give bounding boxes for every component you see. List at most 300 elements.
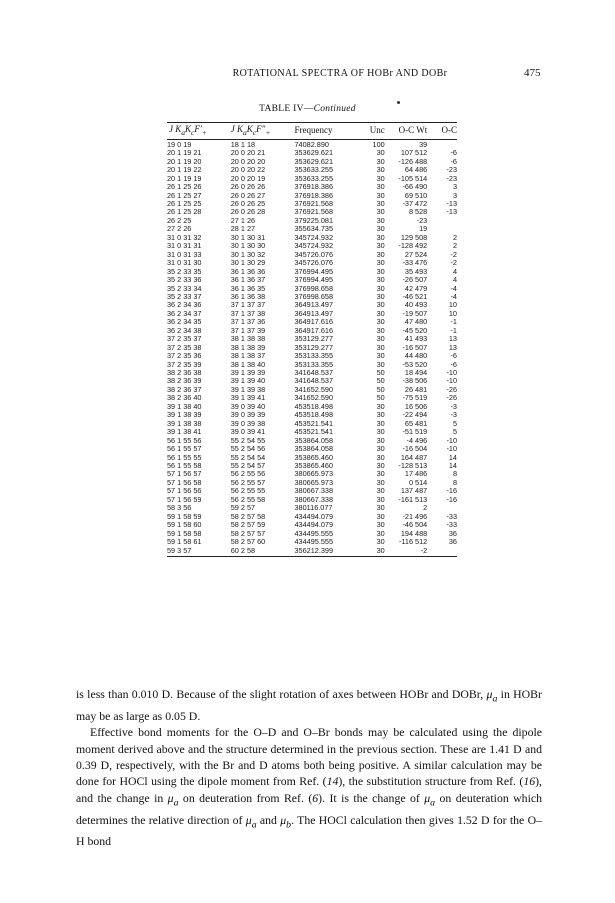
col-frequency: Frequency [294,123,368,140]
table-cell: 30 [376,232,385,242]
table-cell: -116 512 [398,537,428,547]
table-cell: -1 [450,317,457,327]
table-cell: 353865.460 [294,461,334,471]
table-cell: 30 [376,249,385,259]
col-unc: Unc [369,123,385,140]
table-cell: 56 1 55 57 [167,444,202,454]
table-cell: 38 1 38 38 [230,334,266,344]
table-cell: 35 2 33 35 [167,266,202,276]
table-cell: 17 486 [404,469,428,479]
table-cell: 453518.498 [294,401,334,411]
table-cell: 56 1 55 56 [167,435,202,445]
table-cell: 56 1 55 55 [167,452,202,462]
table-cell: -46 521 [402,291,428,301]
table-cell: 30 [376,511,385,521]
table-cell: 30 [376,486,385,496]
table-cell: 341648.537 [294,368,334,378]
table-cell: 26 1 25 28 [167,207,202,217]
table-cell: 37 2 35 39 [167,359,202,369]
p2-text-g: and [256,812,281,827]
table-cell: 353133.355 [294,351,334,361]
running-title: ROTATIONAL SPECTRA OF HOBr AND DOBr [232,68,448,79]
table-cell: 30 1 30 30 [230,241,266,251]
table-cell: 453518.498 [294,410,334,420]
p1-text-a: is less than 0.010 D. Because of the slight rotation of axes between HOBr and DOBr, [76,687,484,701]
table-cell: 380116.077 [294,503,333,513]
table-cell: 353633.255 [294,165,334,175]
table-cell: 39 1 38 40 [167,401,202,411]
table-cell: 30 [376,461,385,471]
table-cell: 39 1 39 39 [230,368,266,378]
table-cell: 30 [376,545,385,555]
table-cell: 20 1 19 21 [167,148,202,158]
table-cell: 30 [376,359,385,369]
table-cell: 3 [452,182,457,192]
table-cell: 107 512 [400,148,428,158]
table-cell: 41 493 [404,334,428,344]
table-cell: -66 490 [402,182,428,192]
table-cell: -4 496 [406,435,428,445]
table-cell: 376918.386 [294,190,334,200]
table-cell: 37 1 37 38 [230,308,266,318]
table-cell: 380667.338 [294,494,334,504]
table-cell: 38 1 38 40 [230,359,266,369]
table-cell: 39 1 38 41 [167,427,202,437]
table-cell: 13 [448,334,457,344]
table-cell: 39 1 38 39 [167,410,202,420]
table-cell: 39 1 39 38 [230,384,266,394]
table-cell: 28 1 27 [230,224,256,234]
table-cell: 37 1 37 37 [230,300,266,310]
table-cell: 55 2 54 56 [230,444,266,454]
table-cell: -1 [450,325,457,335]
table-cell: 341652.590 [294,393,334,403]
table-header-row [167,123,457,140]
table-cell: 364917.616 [294,325,334,335]
table-cell: 14 [448,452,457,462]
table-cell: 5 [452,427,457,437]
stray-dot [397,101,400,104]
table-cell: 38 2 36 40 [167,393,202,403]
table-cell: 40 493 [404,300,428,310]
mu-subscript: a [173,797,179,809]
p2-text-a: Effective bond moments for the O–D and O–Br bonds may be calculated using the dipole moment derived above and the structure determined in the previous section. These are 1.41 D and 0.39 D, respectively, with the Br and D atoms both being positive. A similar calculation may be done for HOCl using the dipole moment from Ref. ( [76,725,542,789]
table-cell: -10 [446,368,457,378]
table-cell: 20 0 20 21 [230,148,266,158]
table-cell: 38 1 38 37 [230,351,266,361]
table-cell: 30 [376,477,385,487]
table-cell: 50 [376,376,385,386]
table-cell: 30 [376,427,385,437]
table-cell: 8 [452,469,457,479]
table-title-label: TABLE IV— [259,104,314,114]
table-cell: -6 [450,359,457,369]
table-cell: 30 [376,300,385,310]
table-cell: -26 [446,393,457,403]
table-cell: 26 2 25 [167,215,192,225]
table-cell: 20 1 19 20 [167,156,202,166]
table-cell: 376998.658 [294,283,334,293]
table-body [167,139,457,556]
table-cell: -46 504 [402,520,428,530]
table-cell: -6 [450,351,457,361]
table-cell: 26 1 25 25 [167,198,202,208]
table-cell: -33 [446,520,457,530]
table-cell: 44 480 [404,351,428,361]
table-cell: 2 [452,232,457,242]
table-cell: 2 [452,241,457,251]
table-cell: 19 [419,224,428,234]
table-cell: 353864.058 [294,444,334,454]
table-cell: 30 [376,241,385,251]
table-cell: 26 1 25 26 [167,182,202,192]
table-cell: 55 2 54 54 [230,452,266,462]
table-title [0,104,615,114]
ref-6: 6 [312,790,319,805]
table-cell: 59 1 58 60 [167,520,202,530]
ref-16: 16 [523,774,536,789]
table-title-italic: Continued [313,104,356,114]
table-cell: 14 [448,461,457,471]
table-cell: 58 2 57 59 [230,520,266,530]
table-cell: 341652.590 [294,384,334,394]
table-cell: 30 [376,148,385,158]
table-cell: 58 2 57 58 [230,511,266,521]
table-cell [427,547,457,557]
table-cell: 353864.058 [294,435,334,445]
table-cell: 35 2 33 36 [167,275,202,285]
table-cell: 356212.399 [294,545,334,555]
body-text [76,686,542,850]
table-cell: 30 [376,182,385,192]
table-cell: 26 0 26 27 [230,190,266,200]
table-cell: 30 [376,165,385,175]
table-cell: 19 0 19 [167,139,192,149]
table-cell: 194 488 [400,528,428,538]
table-cell: 35 2 33 37 [167,291,202,301]
table-cell: 376918.386 [294,182,334,192]
table-cell: 30 [376,190,385,200]
table-cell: 380665.973 [294,469,334,479]
table-cell: 364913.497 [294,300,334,310]
table-cell: -21 496 [402,511,428,521]
table-cell: 30 [376,258,385,268]
table-cell: -3 [450,401,457,411]
table-cell: 129 508 [400,232,428,242]
table-cell: 36 1 36 36 [230,266,266,276]
table-cell [427,217,457,225]
table-cell: -4 [450,291,457,301]
table-cell: -22 494 [402,410,428,420]
mu-symbol: μ [486,687,493,701]
table-cell: 13 [448,342,457,352]
table-cell: 57 1 56 56 [167,486,202,496]
table-cell: -128 513 [398,461,428,471]
table-cell: 57 1 56 58 [167,477,202,487]
table-cell: 364917.616 [294,317,334,327]
table-cell: 36 2 34 37 [167,308,202,318]
table-cell: 30 [376,410,385,420]
table-cell: 59 1 58 59 [167,511,202,521]
table-cell: 39 1 39 41 [230,393,266,403]
table-cell: -33 [446,511,457,521]
table-cell: 30 [376,469,385,479]
table-cell: 380665.973 [294,477,334,487]
table-cell: 30 [376,351,385,361]
p1-text-b: in HOBr may be as large as 0.05 D. [76,687,542,723]
table-cell: -13 [446,198,457,208]
table-cell: 10 [448,308,457,318]
table-cell: 59 2 57 [230,503,256,513]
table-cell: -2 [450,249,457,259]
table-cell: 30 [376,308,385,318]
table-cell: 39 1 38 38 [167,418,202,428]
table-cell: 56 2 55 56 [230,469,266,479]
table-cell: 30 [376,173,385,183]
table-cell: -2 [450,258,457,268]
p2-text-b: ), the substitution structure from Ref. ( [338,774,524,789]
table-cell: -2 [420,545,428,555]
table-row [167,547,457,557]
table-cell: 64 486 [404,165,428,175]
table-cell: -161 513 [398,494,428,504]
table-cell: -6 [450,156,457,166]
table-cell: 39 [419,139,428,149]
table-cell: 164 487 [400,452,428,462]
table-cell: 30 [376,266,385,276]
table-cell: 380667.338 [294,486,334,496]
table-cell: 30 1 30 32 [230,249,266,259]
table-cell: 39 0 39 40 [230,401,266,411]
table-cell: 16 506 [404,401,428,411]
p2-text-f: on deuteration which determines the relative direction of [76,790,542,827]
table-cell: -33 476 [402,258,428,268]
table-cell: 434495.555 [294,537,334,547]
table-cell: 39 0 39 41 [230,427,266,437]
table-cell: -16 [446,486,457,496]
table-cell: 58 2 57 57 [230,528,266,538]
table-cell: 56 2 55 58 [230,494,266,504]
table-cell: 30 [376,494,385,504]
table-cell: 57 1 56 57 [167,469,202,479]
table-cell: 345724.932 [294,232,334,242]
table-cell: 30 [376,325,385,335]
p2-text-h: . The HOCl calculation then gives 1.52 D for the O–H bond [76,812,542,849]
mu-subscript: a [251,818,257,830]
table-cell: -13 [446,207,457,217]
table-cell: 30 [376,275,385,285]
table-cell: 30 [376,334,385,344]
mu-subscript: a [492,693,498,705]
table-cell: 30 [376,452,385,462]
table-cell: 56 2 55 55 [230,486,266,496]
table-cell: 38 2 36 39 [167,376,202,386]
table-cell: 341648.537 [294,376,334,386]
table-cell: 353129.277 [294,342,334,352]
table-cell: -6 [450,148,457,158]
table-cell: -75 519 [402,393,428,403]
table-cell: 8 528 [408,207,428,217]
table-cell: 60 2 58 [230,545,256,555]
p2-text-d: on deuteration from Ref. ( [178,790,313,805]
col-upper-state: J $K_aK_cF'_+$ [167,123,231,140]
table-cell: 30 [376,342,385,352]
table-cell: -38 506 [402,376,428,386]
mu-symbol: μ [280,812,287,827]
table-cell: 30 [376,291,385,301]
table-cell: 58 3 56 [167,503,192,513]
table-cell: 3 [452,190,457,200]
table-cell: -10 [446,444,457,454]
table-cell: 434495.555 [294,528,334,538]
table-cell: 37 2 35 36 [167,351,202,361]
table-cell: 30 [376,317,385,327]
table-cell: -16 [446,494,457,504]
table-cell: 353133.355 [294,359,334,369]
table-cell: 20 0 20 22 [230,165,266,175]
table-cell: 453521.541 [294,418,334,428]
table-cell: -26 [446,384,457,394]
table-cell: 27 1 26 [230,215,256,225]
table-cell: 26 481 [404,384,428,394]
table-cell: 27 524 [404,249,428,259]
table-cell: 18 494 [404,368,428,378]
table-cell: -3 [450,410,457,420]
table-cell: 47 480 [404,317,428,327]
transition-table [167,122,457,557]
table-cell: 30 [376,215,385,225]
table-cell: -37 472 [402,198,428,208]
table-cell: 353629.621 [294,156,334,166]
table-cell: 35 2 33 34 [167,283,202,293]
mu-symbol: μ [167,790,174,805]
paragraph-2 [76,724,542,850]
table-cell: 30 [376,444,385,454]
table-cell: 31 0 31 31 [167,241,202,251]
table-cell: 345726.076 [294,258,334,268]
table-cell: -105 514 [398,173,428,183]
mu-b-subscript: b [286,818,292,830]
table-cell: -16 504 [402,444,428,454]
table-cell: -26 507 [402,275,428,285]
table-cell: 30 [376,283,385,293]
table-cell: 59 3 57 [167,545,192,555]
table-cell: 18 1 18 [230,139,256,149]
p2-text-e: ). It is the change of [318,790,425,805]
table-cell: 453521.541 [294,427,334,437]
table-cell: 5 [452,418,457,428]
table-cell: 26 1 25 27 [167,190,202,200]
mu-subscript: a [430,797,436,809]
table-cell: 39 0 39 38 [230,418,266,428]
table-cell: 4 [452,275,457,285]
table-cell: 30 [376,537,385,547]
mu-symbol: μ [245,812,252,827]
table-cell: 31 0 31 30 [167,258,202,268]
table-cell: 20 0 20 20 [230,156,266,166]
table-cell: 30 [376,503,385,513]
table-cell: 376921.568 [294,207,334,217]
table-cell: -19 507 [402,308,428,318]
table-cell: 8 [452,477,457,487]
table-cell: 50 [376,368,385,378]
table-cell: 36 [448,528,457,538]
table-cell: 30 [376,207,385,217]
table-cell: -23 [446,173,457,183]
table-cell: 2 [423,503,428,513]
table-cell: 36 2 34 35 [167,317,202,327]
table-cell: 26 0 26 25 [230,198,266,208]
paragraph-1 [76,686,542,724]
table-cell: 30 [376,418,385,428]
table-cell: 364913.497 [294,308,334,318]
col-wt-label: Wt [416,125,428,136]
table-cell: 59 1 58 58 [167,528,202,538]
table-cell: -10 [446,376,457,386]
table-cell: 355634.735 [294,224,334,234]
table-cell: -23 [446,165,457,175]
table-cell: 50 [376,384,385,394]
table-cell: 31 0 31 32 [167,232,202,242]
table-cell: 36 1 36 35 [230,283,266,293]
table-cell: 30 1 30 29 [230,258,266,268]
table-cell: 30 [376,520,385,530]
table-cell: 100 [372,139,385,149]
table-cell: 37 2 35 38 [167,342,202,352]
table-cell: 58 2 57 60 [230,537,266,547]
table-cell: 30 [376,198,385,208]
table-cell: 74082.890 [294,139,329,149]
table-cell: 56 1 55 58 [167,461,202,471]
table-cell: -128 492 [398,241,428,251]
table-cell: 353129.277 [294,334,334,344]
table-cell: 55 2 54 57 [230,461,266,471]
table-cell: 30 [376,435,385,445]
table-cell: 36 1 36 37 [230,275,266,285]
p2-text-c: ), and the change in [76,774,542,805]
col-oc2: O-C [427,123,457,140]
table-cell: 20 0 20 19 [230,173,266,183]
table-cell: 36 2 34 38 [167,325,202,335]
table-cell: 30 1 30 31 [230,232,266,242]
spectral-table [167,122,457,557]
table-cell: 353629.621 [294,148,334,158]
table-cell: 38 2 36 37 [167,384,202,394]
table-cell: 55 2 54 55 [230,435,266,445]
col-oc-label: O-C [398,125,415,136]
table-cell: 36 2 34 36 [167,300,202,310]
table-cell: 57 1 56 59 [167,494,202,504]
table-cell: -126 488 [398,156,428,166]
table-cell: 37 1 37 39 [230,325,266,335]
table-cell: 376998.658 [294,291,334,301]
table-cell: 376921.568 [294,198,334,208]
table-cell: 35 493 [404,266,428,276]
table-cell: 20 1 19 19 [167,173,202,183]
table-cell: 353633.255 [294,173,334,183]
table-cell: 30 [376,528,385,538]
ref-14: 14 [326,774,339,789]
table-cell: -16 507 [402,342,428,352]
table-cell: 30 [376,156,385,166]
table-cell: 376994.495 [294,266,334,276]
table-cell: 59 1 58 61 [167,537,202,547]
table-cell: 27 2 26 [167,224,192,234]
table-cell: -4 [450,283,457,293]
mu-symbol: μ [424,790,431,805]
table-cell: 36 [448,537,457,547]
table-cell: 345726.076 [294,249,334,259]
